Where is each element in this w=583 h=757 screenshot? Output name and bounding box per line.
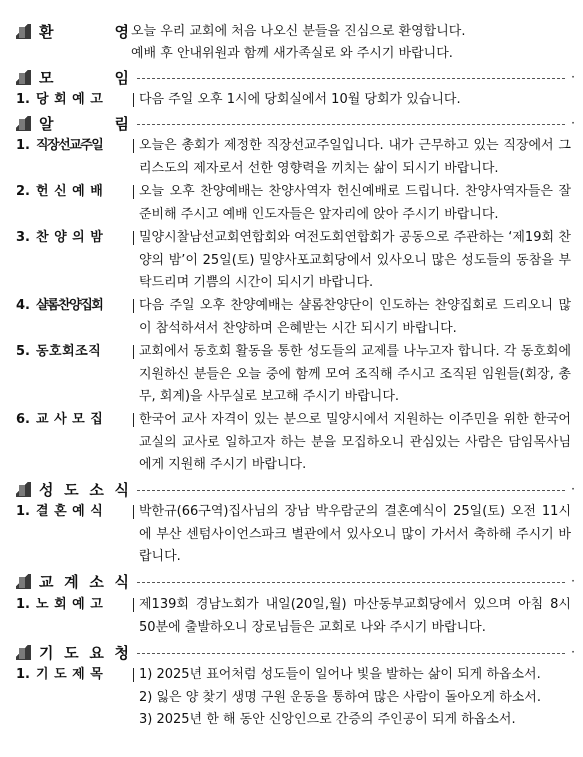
dashed-rule (137, 124, 565, 125)
item-label: 결 혼 예 식 (36, 504, 104, 519)
meeting-section-header (16, 66, 575, 88)
item-number: 4. (16, 298, 30, 313)
item-number: 1. (16, 504, 30, 519)
notice-item-4 (16, 295, 571, 340)
item-number: 5. (16, 344, 30, 359)
notice-section-header (16, 112, 575, 134)
label-divider (133, 93, 134, 107)
item-text: 오늘은 총회가 제정한 직장선교주일입니다. 내가 근무하고 있는 직장에서 그리스도의 제자로서 선한 영향력을 끼치는 삶이 되시기 바랍니다. (139, 138, 571, 176)
rule-end-dot: · (571, 116, 575, 130)
item-number: 1. (16, 597, 30, 612)
item-number: 1. (16, 92, 30, 107)
item-label: 기 도 제 목 (36, 667, 104, 682)
notice-title: 알 림 (39, 114, 129, 133)
label-divider (133, 299, 134, 313)
item-text: 박한규(66구역)집사님의 장남 박우람군의 결혼예식이 25일(토) 오전 11시에 부산 센텀사이언스파크 별관에서 있사오니 많이 가서서 축하해 주시기 바랍니다. (139, 504, 571, 564)
item-text: 제139회 경남노회가 내일(20일,월) 마산동부교회당에서 있으며 아침 8시 50분에 출발하오니 장로님들은 교회로 나와 주시기 바랍니다. (139, 597, 571, 635)
section-marker-icon (16, 24, 31, 39)
rule-end-dot: · (571, 482, 575, 496)
saints-section-header (16, 478, 575, 500)
churches-title: 교 계 소 식 (39, 572, 129, 591)
item-number: 1. (16, 667, 30, 682)
prayer-line-3: 3) 2025년 한 해 동안 신앙인으로 간증의 주인공이 되게 하옵소서. (139, 712, 516, 727)
churches-item-1 (16, 594, 571, 639)
rule-end-dot: · (571, 645, 575, 659)
item-number: 1. (16, 138, 30, 153)
label-divider (133, 668, 134, 682)
label-divider (133, 598, 134, 612)
item-text: 다음 주일 오후 찬양예배는 샬롬찬양단이 인도하는 찬양집회로 드리오니 많이 참석하셔서 찬양하며 은혜받는 시간 되시기 바랍니다. (139, 298, 571, 336)
churches-section-header (16, 570, 575, 592)
prayer-line-2: 2) 잃은 양 찾기 생명 구원 운동을 통하여 많은 사람이 돌아오게 하소서. (139, 689, 541, 705)
section-marker-icon (16, 70, 31, 85)
section-marker-icon (16, 574, 31, 589)
label-divider (133, 231, 134, 245)
dashed-rule (137, 490, 565, 491)
notice-item-1 (16, 135, 571, 180)
welcome-section-header (16, 20, 136, 42)
welcome-text (131, 21, 465, 65)
label-divider (133, 185, 134, 199)
meeting-title: 모 임 (39, 68, 129, 87)
label-divider (133, 413, 134, 427)
notice-item-6 (16, 409, 571, 477)
item-text: 오늘 오후 찬양예배는 찬양사역자 헌신예배로 드립니다. 찬양사역자들은 잘 준비해 주시고 예배 인도자들은 앞자리에 앉아 주시기 바랍니다. (139, 184, 571, 222)
item-label: 노 회 예 고 (36, 597, 104, 612)
rule-end-dot: · (571, 574, 575, 588)
item-text: 한국어 교사 자격이 있는 분으로 밀양시에서 지원하는 이주민을 위한 한국어 교실의 교사로 일하고자 하는 분을 모집하오니 관심있는 사람은 담임목사님에게 지원해 주시기 바랍니다. (139, 412, 571, 472)
item-text: 밀양시찰남선교회연합회와 여전도회연합회가 공동으로 주관하는 ‘제19회 찬양의 밤’이 25일(토) 밀양사포교회당에서 있사오니 많은 성도들의 동참을 부탁드리며 기쁨의 시간이 되시기 바랍니다. (139, 230, 571, 290)
section-marker-icon (16, 482, 31, 497)
label-divider (133, 345, 134, 359)
item-label: 샬롬찬양집회 (36, 298, 103, 313)
dashed-rule (137, 582, 565, 583)
prayer-item-1 (16, 664, 571, 732)
prayer-line-1: 1) 2025년 표어처럼 성도들이 일어나 빛을 발하는 삶이 되게 하옵소서. (139, 667, 541, 682)
rule-end-dot: · (571, 70, 575, 84)
item-label: 찬 양 의 밤 (36, 230, 104, 245)
welcome-line-2: 예배 후 안내위원과 함께 새가족실로 와 주시기 바랍니다. (131, 46, 453, 61)
saints-title: 성 도 소 식 (39, 480, 129, 499)
item-label: 동호회조직 (36, 344, 102, 359)
item-label: 직장선교주일 (36, 138, 103, 153)
dashed-rule (137, 653, 565, 654)
meeting-item-1 (16, 89, 571, 112)
item-text: 다음 주일 오후 1시에 당회실에서 10월 당회가 있습니다. (139, 92, 461, 107)
welcome-line-1: 오늘 우리 교회에 처음 나오신 분들을 진심으로 환영합니다. (131, 24, 466, 39)
item-number: 6. (16, 412, 30, 427)
notice-item-2 (16, 181, 571, 226)
notice-item-5 (16, 341, 571, 409)
item-text: 교회에서 동호회 활동을 통한 성도들의 교제를 나누고자 합니다. 각 동호회에 지원하신 분들은 오늘 중에 함께 모여 조직해 주시고 조직된 임원들(회장, 총무, 회계)을 사무실로 보고해 주시기 바랍니다. (139, 344, 571, 404)
label-divider (133, 505, 134, 519)
item-number: 2. (16, 184, 30, 199)
welcome-title: 환 영 (39, 22, 129, 41)
section-marker-icon (16, 116, 31, 131)
prayer-section-header (16, 641, 575, 663)
item-label: 헌 신 예 배 (36, 184, 104, 199)
item-label: 교 사 모 집 (36, 412, 104, 427)
prayer-list (139, 664, 571, 732)
prayer-title: 기 도 요 청 (39, 643, 129, 662)
dashed-rule (137, 78, 565, 79)
notice-item-3 (16, 227, 571, 295)
item-number: 3. (16, 230, 30, 245)
label-divider (133, 139, 134, 153)
section-marker-icon (16, 645, 31, 660)
saints-item-1 (16, 501, 571, 569)
item-label: 당 회 예 고 (36, 92, 104, 107)
